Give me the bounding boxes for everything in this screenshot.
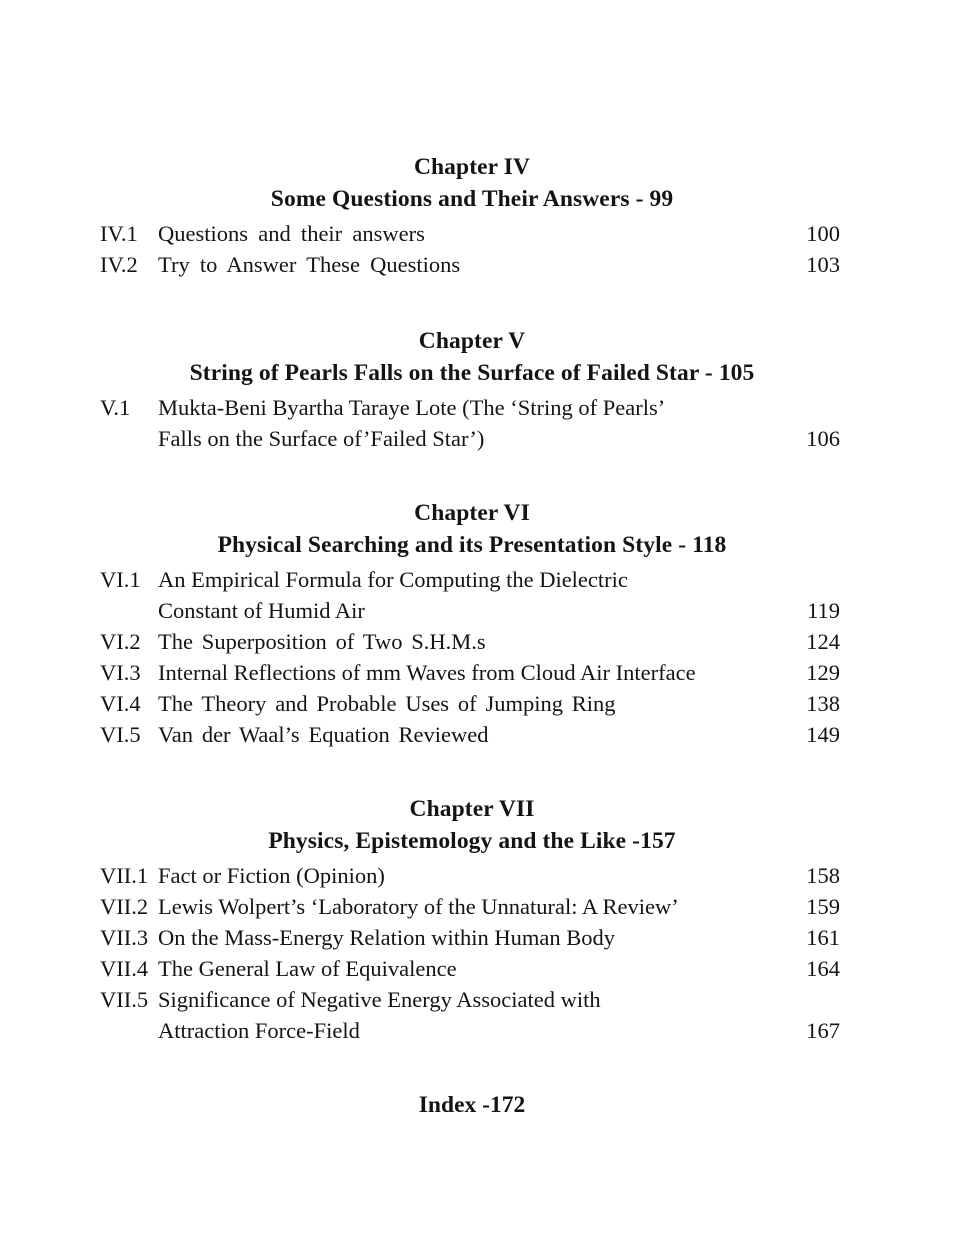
entry-number: VII.3 xyxy=(100,925,149,950)
table-row[interactable] xyxy=(100,626,840,657)
index-entry[interactable]: Index -172 xyxy=(418,1092,526,1118)
entry-page-number-blank xyxy=(788,564,840,595)
table-row[interactable] xyxy=(100,688,840,719)
entry-page-number: 106 xyxy=(806,426,840,451)
entry-title[interactable]: Fact or Fiction (Opinion) xyxy=(158,863,385,888)
entry-page-number: 138 xyxy=(806,691,840,716)
table-row[interactable] xyxy=(100,1015,840,1046)
table-row[interactable] xyxy=(100,719,840,750)
entry-title[interactable]: Questions and their answers xyxy=(158,221,425,246)
table-row[interactable] xyxy=(100,423,840,454)
entry-title[interactable]: Mukta-Beni Byartha Taraye Lote (The ‘String of Pearls’ xyxy=(158,395,666,420)
entry-number: VII.2 xyxy=(100,894,149,919)
entry-title[interactable]: The General Law of Equivalence xyxy=(158,956,457,981)
chapter-title-vi: Physical Searching and its Presentation Style - 118 xyxy=(217,532,727,558)
chapter-block-vi xyxy=(100,498,840,750)
entry-page-number: 149 xyxy=(806,722,840,747)
chapter-heading-vi: Chapter VI xyxy=(414,500,530,526)
chapter-block-iv xyxy=(100,152,840,280)
chapter-title-v: String of Pearls Falls on the Surface of Failed Star - 105 xyxy=(189,360,755,386)
table-row[interactable] xyxy=(100,218,840,249)
table-row[interactable] xyxy=(100,564,840,595)
entry-page-number: 161 xyxy=(806,925,840,950)
entry-page-number-blank xyxy=(788,984,840,1015)
entry-number: VI.4 xyxy=(100,691,141,716)
entry-title-continued[interactable]: Constant of Humid Air xyxy=(158,598,365,623)
entry-title[interactable]: An Empirical Formula for Computing the Dielectric xyxy=(158,567,628,592)
entry-page-number: 119 xyxy=(807,598,840,623)
table-row[interactable] xyxy=(100,392,840,423)
entry-title[interactable]: Van der Waal’s Equation Reviewed xyxy=(158,722,489,747)
entry-title-continued[interactable]: Falls on the Surface of’Failed Star’) xyxy=(158,426,485,451)
entry-number: VII.1 xyxy=(100,863,149,888)
entry-number: VI.2 xyxy=(100,629,141,654)
entry-page-number: 158 xyxy=(806,863,840,888)
entry-title[interactable]: The Superposition of Two S.H.M.s xyxy=(158,629,486,654)
entry-list-iv xyxy=(100,218,840,280)
entry-number: VI.5 xyxy=(100,722,141,747)
entry-page-number: 159 xyxy=(806,894,840,919)
entry-page-number: 103 xyxy=(806,252,840,277)
entry-number: VII.4 xyxy=(100,956,149,981)
entry-title[interactable]: Try to Answer These Questions xyxy=(158,252,461,277)
entry-number: IV.2 xyxy=(100,252,138,277)
table-row[interactable] xyxy=(100,860,840,891)
entry-list-vii xyxy=(100,860,840,1046)
entry-title[interactable]: Lewis Wolpert’s ‘Laboratory of the Unnatural: A Review’ xyxy=(158,894,679,919)
entry-list-vi xyxy=(100,564,840,750)
entry-page-number-blank xyxy=(788,392,840,423)
entry-title[interactable]: The Theory and Probable Uses of Jumping Ring xyxy=(158,691,616,716)
table-row[interactable] xyxy=(100,984,840,1015)
chapter-block-vii xyxy=(100,794,840,1046)
section-spacer xyxy=(100,750,840,794)
entry-number: VII.5 xyxy=(100,987,149,1012)
entry-title[interactable]: Internal Reflections of mm Waves from Cloud Air Interface xyxy=(158,660,696,685)
entry-page-number: 164 xyxy=(806,956,840,981)
entry-title[interactable]: On the Mass-Energy Relation within Human Body xyxy=(158,925,616,950)
table-row[interactable] xyxy=(100,249,840,280)
entry-page-number: 167 xyxy=(806,1018,840,1043)
table-row[interactable] xyxy=(100,953,840,984)
entry-page-number: 129 xyxy=(806,660,840,685)
table-row[interactable] xyxy=(100,657,840,688)
section-spacer xyxy=(100,454,840,498)
table-row[interactable] xyxy=(100,922,840,953)
entry-number: IV.1 xyxy=(100,221,138,246)
toc-content xyxy=(100,152,840,1121)
entry-page-number: 100 xyxy=(806,221,840,246)
entry-title-continued[interactable]: Attraction Force-Field xyxy=(158,1018,360,1043)
chapter-title-vii: Physics, Epistemology and the Like -157 xyxy=(268,828,676,854)
chapter-heading-vii: Chapter VII xyxy=(409,796,535,822)
table-row[interactable] xyxy=(100,891,840,922)
chapter-heading-iv: Chapter IV xyxy=(413,154,531,180)
table-row[interactable] xyxy=(100,595,840,626)
entry-title[interactable]: Significance of Negative Energy Associated with xyxy=(158,987,601,1012)
entry-number: VI.1 xyxy=(100,567,141,592)
entry-list-v xyxy=(100,392,840,454)
chapter-title-iv: Some Questions and Their Answers - 99 xyxy=(270,186,674,212)
chapter-heading-v: Chapter V xyxy=(418,328,526,354)
section-spacer xyxy=(100,280,840,326)
chapter-block-v xyxy=(100,326,840,454)
entry-page-number: 124 xyxy=(806,629,840,654)
entry-number: VI.3 xyxy=(100,660,141,685)
entry-number: V.1 xyxy=(100,395,131,420)
